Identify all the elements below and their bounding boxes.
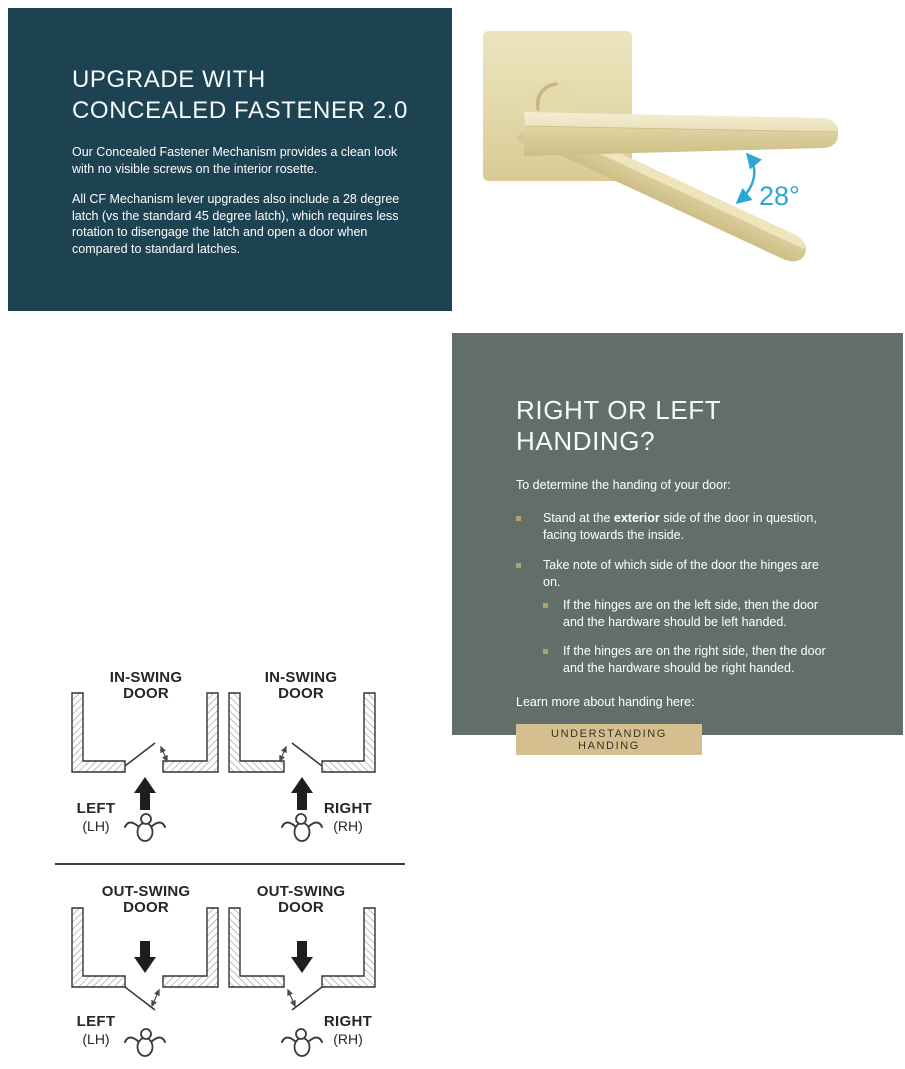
diagram-divider [55,863,405,865]
swing-direction-arrow-icon [161,747,167,761]
concealed-fastener-panel [8,8,452,311]
bullet-1-text: Stand at the exterior side of the door in question, facing towards the inside. [543,511,817,542]
square-bullet-icon [543,603,548,608]
sub-bullet-2-text: If the hinges are on the right side, then the door and the hardware should be right handed. [563,644,826,675]
out-swing-title-right: OUT-SWING DOOR [256,883,346,916]
label-right-rh-outswing: RIGHT (RH) [323,1013,373,1047]
door-leaf [125,743,155,766]
wall-right [229,693,284,772]
in-swing-title-right: IN-SWING DOOR [264,669,338,702]
square-bullet-icon [516,516,521,521]
sub-bullet-1-text: If the hinges are on the left side, then the door and the hardware should be left handed. [563,598,819,629]
in-swing-title-left: IN-SWING DOOR [109,669,183,702]
handing-diagrams-panel [0,333,452,1047]
square-bullet-icon [516,563,521,568]
door-leaf [292,743,322,766]
wall-right [163,908,218,987]
approach-arrow-icon [134,941,156,973]
approach-arrow-icon [291,941,313,973]
label-left-lh-inswing: LEFT (LH) [76,800,116,834]
handing-intro: To determine the handing of your door: [516,478,731,492]
rotation-arc-arrow-icon [738,155,754,202]
label-left-lh-outswing: LEFT (LH) [76,1013,116,1047]
angle-annotation: 28° [759,181,800,211]
understanding-handing-button[interactable]: UNDERSTANDING HANDING [516,724,702,755]
list-item [516,557,837,591]
wall-right [229,908,284,987]
wall-left [72,908,125,987]
swing-direction-arrow-icon [288,990,295,1006]
cf-panel-paragraph-2: All CF Mechanism lever upgrades also include a 28 degree latch (vs the standard 45 degree latch), which requires less rotation to disengage the latch and open a door when compared to standard latches. [72,192,400,256]
handing-info-panel [452,333,903,752]
wall-left [322,693,375,772]
swing-direction-arrow-icon [280,747,286,761]
square-bullet-icon [543,649,548,654]
out-swing-title-left: OUT-SWING DOOR [101,883,191,916]
cf-panel-title: UPGRADE WITH CONCEALED FASTENER 2.0 [72,66,408,124]
door-leaf [125,987,155,1010]
brass-lever-illustration [455,8,905,308]
label-right-rh-inswing: RIGHT (RH) [323,800,373,834]
door-leaf [292,987,322,1010]
list-item [543,597,837,631]
cf-panel-paragraph-1: Our Concealed Fastener Mechanism provides a clean look with no visible screws on the interior rosette. [72,145,398,176]
handing-title: RIGHT OR LEFT HANDING? [516,395,721,456]
wall-right [163,693,218,772]
lever-figure [452,8,905,311]
bullet-2-text: Take note of which side of the door the hinges are on. [543,558,819,589]
swing-direction-arrow-icon [152,990,159,1006]
wall-left [322,908,375,987]
lever-horizontal-position [524,112,838,156]
wall-left [72,693,125,772]
list-item [516,510,837,544]
handing-outro: Learn more about handing here: [516,695,695,709]
list-item [543,643,837,677]
